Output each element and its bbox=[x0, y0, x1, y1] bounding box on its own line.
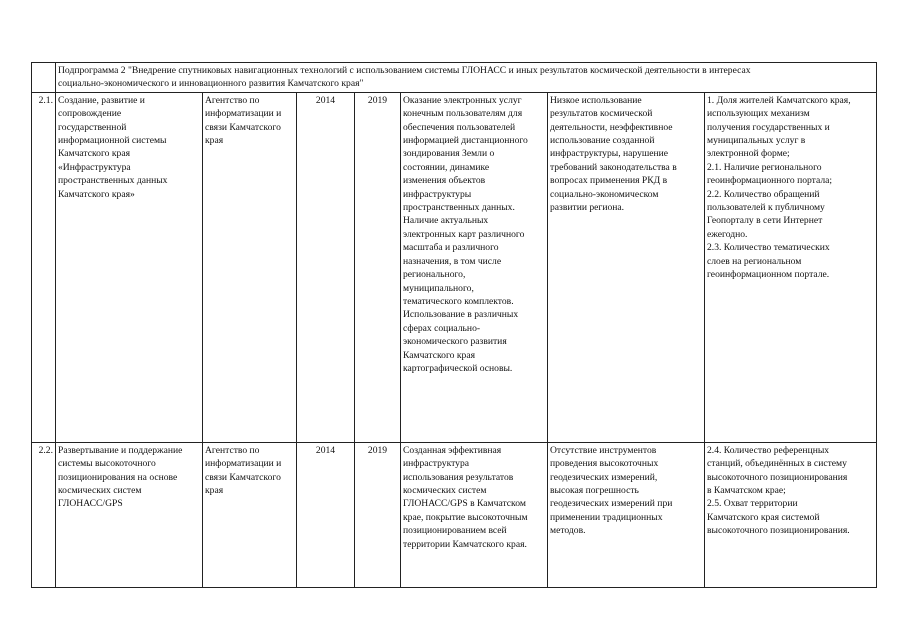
text-line: Низкое использование bbox=[550, 94, 642, 106]
text-line: использующих механизм bbox=[707, 108, 810, 120]
activities-table bbox=[31, 62, 877, 588]
text-line: космических систем bbox=[403, 485, 487, 497]
text-line: электронных карт различного bbox=[403, 228, 525, 240]
text-line: Камчатского края bbox=[403, 349, 475, 361]
text-line: ГЛОНАСС/GPS bbox=[58, 498, 123, 510]
text-line: слоев на региональном bbox=[707, 255, 802, 267]
text-line: информационной системы bbox=[58, 135, 167, 147]
start-year: 2014 bbox=[297, 442, 355, 587]
table-row bbox=[32, 92, 877, 442]
indicators bbox=[705, 92, 877, 442]
text-line: позиционированием всей bbox=[403, 525, 507, 537]
text-line: развитии региона. bbox=[550, 202, 625, 214]
text-line: Создание, развитие и bbox=[58, 94, 145, 106]
text-line: в Камчатском крае; bbox=[707, 485, 786, 497]
text-line: информацией дистанционного bbox=[403, 135, 528, 147]
text-line: результатов космической bbox=[550, 108, 653, 120]
text-line: картографической основы. bbox=[403, 362, 513, 374]
text-line: пространственных данных bbox=[58, 175, 168, 187]
text-line: геодезических измерений при bbox=[550, 498, 673, 510]
text-line: станций, объединённых в систему bbox=[707, 458, 847, 470]
text-line: вопросах применения РКД в bbox=[550, 175, 668, 187]
activity-name bbox=[56, 92, 203, 442]
text-line: высокоточного позиционирования bbox=[707, 471, 848, 483]
expected-result bbox=[401, 92, 548, 442]
text-line: регионального, bbox=[403, 269, 466, 281]
text-line: 1. Доля жителей Камчатского края, bbox=[707, 94, 851, 106]
text-line: высокоточного позиционирования. bbox=[707, 525, 850, 537]
text-line: Подпрограмма 2 "Внедрение спутниковых навигационных технологий с использованием системы ГЛОНАСС и иных результатов космической деятельности в интересах bbox=[58, 65, 751, 76]
text-line: Агентство по bbox=[205, 444, 260, 456]
text-line: сопровождение bbox=[58, 108, 122, 120]
text-line: территории Камчатского края. bbox=[403, 538, 527, 550]
text-line: социально-экономическом bbox=[550, 188, 659, 200]
text-line: 2.1. Наличие регионального bbox=[707, 161, 822, 173]
text-line: Камчатского края системой bbox=[707, 511, 820, 523]
subprogram-row bbox=[32, 63, 877, 93]
text-line: ГЛОНАСС/GPS в Камчатском bbox=[403, 498, 526, 510]
text-line: пространственных данных. bbox=[403, 202, 515, 214]
text-line: высокая погрешность bbox=[550, 485, 639, 497]
text-line: использования результатов bbox=[403, 471, 514, 483]
text-line: связи Камчатского bbox=[205, 471, 281, 483]
text-line: Созданная эффективная bbox=[403, 444, 502, 456]
subprogram-num-cell bbox=[32, 63, 56, 93]
text-line: сферах социально- bbox=[403, 322, 481, 334]
text-line: Наличие актуальных bbox=[403, 215, 489, 227]
subprogram-title bbox=[56, 63, 877, 93]
text-line: 2.5. Охват территории bbox=[707, 498, 798, 510]
text-line: инфраструктуры, нарушение bbox=[550, 148, 669, 160]
text-line: применении традиционных bbox=[550, 511, 663, 523]
text-line: муниципальных услуг в bbox=[707, 135, 806, 147]
text-line: пользователей к публичному bbox=[707, 202, 825, 214]
text-line: деятельности, неэффективное bbox=[550, 121, 673, 133]
text-line: муниципального, bbox=[403, 282, 474, 294]
text-line: края bbox=[205, 485, 224, 497]
text-line: края bbox=[205, 135, 224, 147]
text-line: зондирования Земли о bbox=[403, 148, 495, 160]
text-line: электронной форме; bbox=[707, 148, 790, 160]
text-line: геоинформационном портале. bbox=[707, 269, 830, 281]
text-line: «Инфраструктура bbox=[58, 161, 131, 173]
text-line: государственной bbox=[58, 121, 127, 133]
start-year: 2014 bbox=[297, 92, 355, 442]
end-year: 2019 bbox=[355, 442, 401, 587]
text-line: информатизации и bbox=[205, 108, 282, 120]
table-row bbox=[32, 442, 877, 587]
text-line: масштаба и различного bbox=[403, 242, 499, 254]
text-line: изменения объектов bbox=[403, 175, 486, 187]
text-line: Отсутствие инструментов bbox=[550, 444, 657, 456]
text-line: социально-экономического и инновационного развития Камчатского края" bbox=[58, 78, 364, 90]
executor bbox=[203, 92, 297, 442]
text-line: обеспечения пользователей bbox=[403, 121, 516, 133]
text-line: крае, покрытие высокоточным bbox=[403, 511, 528, 523]
text-line: Агентство по bbox=[205, 94, 260, 106]
consequences bbox=[548, 442, 705, 587]
text-line: Оказание электронных услуг bbox=[403, 94, 522, 106]
text-line: использование созданной bbox=[550, 135, 655, 147]
text-line: Развертывание и поддержание bbox=[58, 444, 183, 456]
activity-name bbox=[56, 442, 203, 587]
text-line: ежегодно. bbox=[707, 228, 748, 240]
text-line: назначения, в том числе bbox=[403, 255, 502, 267]
indicators bbox=[705, 442, 877, 587]
expected-result bbox=[401, 442, 548, 587]
text-line: геоинформационного портала; bbox=[707, 175, 833, 187]
row-number: 2.2. bbox=[32, 442, 56, 587]
text-line: конечным пользователям для bbox=[403, 108, 523, 120]
text-line: позиционирования на основе bbox=[58, 471, 178, 483]
executor bbox=[203, 442, 297, 587]
text-line: 2.2. Количество обращений bbox=[707, 188, 820, 200]
text-line: 2.3. Количество тематических bbox=[707, 242, 830, 254]
text-line: Геопорталу в сети Интернет bbox=[707, 215, 823, 227]
text-line: состоянии, динамике bbox=[403, 161, 490, 173]
text-line: Камчатского края bbox=[58, 148, 130, 160]
text-line: требований законодательства в bbox=[550, 161, 677, 173]
text-line: получения государственных и bbox=[707, 121, 830, 133]
consequences bbox=[548, 92, 705, 442]
text-line: информатизации и bbox=[205, 458, 282, 470]
text-line: инфраструктура bbox=[403, 458, 470, 470]
text-line: Камчатского края» bbox=[58, 188, 135, 200]
text-line: геодезических измерений, bbox=[550, 471, 658, 483]
text-line: системы высокоточного bbox=[58, 458, 156, 470]
text-line: методов. bbox=[550, 525, 586, 537]
text-line: тематического комплектов. bbox=[403, 295, 514, 307]
text-line: связи Камчатского bbox=[205, 121, 281, 133]
text-line: 2.4. Количество референцных bbox=[707, 444, 830, 456]
text-line: Использование в различных bbox=[403, 309, 519, 321]
text-line: проведения высокоточных bbox=[550, 458, 659, 470]
row-number: 2.1. bbox=[32, 92, 56, 442]
text-line: инфраструктуры bbox=[403, 188, 472, 200]
text-line: экономического развития bbox=[403, 336, 507, 348]
text-line: космических систем bbox=[58, 485, 142, 497]
end-year: 2019 bbox=[355, 92, 401, 442]
